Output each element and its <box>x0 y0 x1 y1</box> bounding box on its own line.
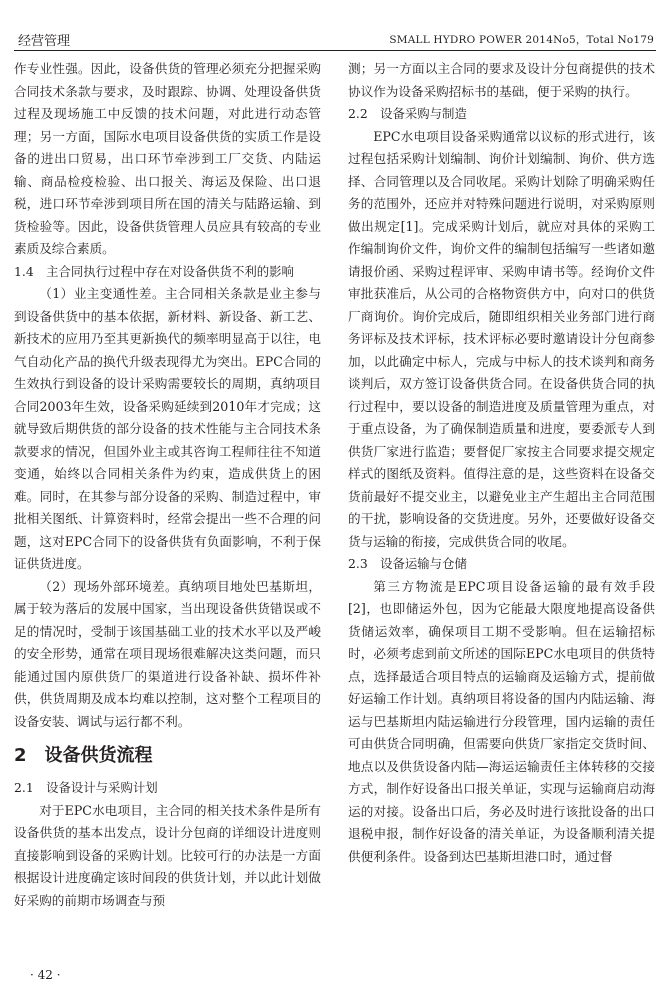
header-section-title: 经营管理 <box>18 34 71 49</box>
right-column <box>348 58 655 868</box>
paragraph: 对于EPC水电项目，主合同的相关技术条件是所有设备供货的基本出发点，设计分包商的详细设计进度则直接影响到设备的采购计划。比较可行的办法是一方面根据设计进度确定该时间段的供货计划，并以此计划做好采购的前期市场调查与预 <box>14 802 321 908</box>
section-heading-2: 2 设备供货流程 <box>14 745 153 766</box>
subsection-heading-2-1: 2.1 设备设计与采购计划 <box>14 780 158 795</box>
paragraph: （1）业主变通性差。主合同相关条款是业主参与到设备供货中的基本依据，新材料、新设备、新工艺、新技术的应用乃至其更新换代的频率明显高于以往，电气自动化产品的换代升级表现得尤为突出。EPC合同的生效执行到设备的设计采购需要较长的周期，真纳项目合同2003年生效，设备采购延续到2010年才完成；这就导致后期供货的部分设备的技术性能与主合同技术条款要求的情况，但国外业主或其咨询工程师往往不知道变通，始终以合同相关条件为约束，造成供货上的困难。同时，在其参与部分设备的采购、制造过程中，审批相关图纸、计算资料时，经常会提出一些不合理的问题，这对EPC合同下的设备供货有负面影响，不利于保证供货进度。 <box>14 286 321 571</box>
paragraph: 第三方物流是EPC项目设备运输的最有效手段[2]，也即储运外包，因为它能最大限度地提高设备供货储运效率，确保项目工期不受影响。但在运输招标时，必须考虑到前文所述的国际EPC水电项目的供货特点，选择最适合项目特点的运输商及运输方式，提前做好运输工作计划。真纳项目将设备的国内内陆运输、海运与巴基斯坦内陆运输进行分段管理，国内运输的责任可由供货合同明确，但需要向供货厂家指定交货时间、地点以及供货设备内陆—海运运输责任主体转移的交接方式，制作好设备出口报关单证，实现与运输商启动海运的对接。设备出口后，务必及时进行该批设备的出口退税申报，制作好设备的清关单证，为设备顺利清关提供便利条件。设备到达巴基斯坦港口时，通过督 <box>348 578 655 864</box>
left-column <box>14 58 321 912</box>
paragraph: （2）现场外部环境差。真纳项目地处巴基斯坦，属于较为落后的发展中国家，当出现设备供货错误或不足的情况时，受制于该国基础工业的技术水平以及严峻的安全形势，通常在项目现场很难解决这类问题，而只能通过国内原供货厂的渠道进行设备补缺、损坏件补供，供货周期及成本均难以控制，这对整个工程项目的设备安装、调试与运行都不利。 <box>14 578 321 729</box>
header-divider <box>14 50 656 51</box>
subsection-heading-2-2: 2.2 设备采购与制造 <box>348 106 467 121</box>
page-number: · 42 · <box>30 968 61 982</box>
subsection-heading-2-3: 2.3 设备运输与仓储 <box>348 556 467 571</box>
paragraph: 测；另一方面以主合同的要求及设计分包商提供的技术协议作为设备采购招标书的基础，便于采购的执行。 <box>348 61 655 99</box>
paragraph: EPC水电项目设备采购通常以议标的形式进行，该过程包括采购计划编制、询价计划编制、询价、供方选择、合同管理以及合同收尾。采购计划除了明确采购任务的范围外，还应并对特殊问题进行说明，对采购原则做出规定[1]。完成采购计划后，就应对具体的采购工作编制询价文件，询价文件的编制包括编写一些诸如邀请报价函、采购过程评审、采购申请书等。经询价文件审批获准后，从公司的合格物资供方中，向对口的供货厂商询价。询价完成后，随即组织相关业务部门进行商务评标及技术评标，技术评标必要时邀请设计分包商参加，以此确定中标人，完成与中标人的技术谈判和商务谈判后，双方签订设备供货合同。在设备供货合同的执行过程中，要以设备的制造进度及质量管理为重点，对于重点设备，为了确保制造质量和进度，要委派专人到供货厂家进行监造；要督促厂家按主合同要求提交规定样式的图纸及资料。值得注意的是，这些资料在设备交货前最好不提交业主，以避免业主产生超出主合同范围的干扰，影响设备的交货进度。另外，还要做好设备交货与运输的衔接，完成供货合同的收尾。 <box>348 128 655 549</box>
header-journal-info: SMALL HYDRO POWER 2014No5，Total No179 <box>389 34 654 46</box>
subsection-heading-1-4: 1.4 主合同执行过程中存在对设备供货不利的影响 <box>14 263 294 279</box>
paragraph: 作专业性强。因此，设备供货的管理必须充分把握采购合同技术条款与要求，及时跟踪、协调、处理设备供货过程及现场施工中反馈的技术问题，对此进行动态管理；另一方面，国际水电项目设备供货的实质工作是设备的进出口贸易，出口环节牵涉到工厂交货、内陆运输、商品检疫检验、出口报关、海运及保险、出口退税，进口环节牵涉到项目所在国的清关与陆路运输、到货检验等。因此，设备供货管理人员应具有较高的专业素质及综合素质。 <box>14 61 321 256</box>
